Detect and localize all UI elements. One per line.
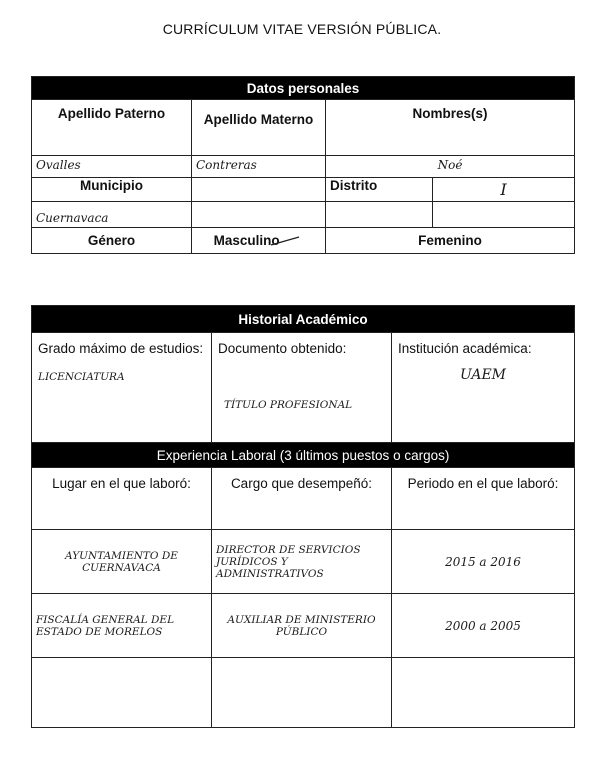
table-row (32, 594, 575, 658)
masculino-label: Masculino (213, 233, 280, 248)
personal-data-header: Datos personales (32, 77, 575, 100)
apellido-paterno-label: Apellido Paterno (32, 100, 192, 156)
empty-cell (433, 202, 575, 228)
academic-history-header: Historial Académico (32, 306, 575, 333)
masculino-option (192, 228, 326, 254)
table-row (32, 530, 575, 594)
experience-header: Experiencia Laboral (3 últimos puestos o cargos) (32, 443, 575, 468)
nombres-label: Nombres(s) (326, 100, 575, 156)
grado-label: Grado máximo de estudios: (38, 341, 204, 356)
grado-value: LICENCIATURA (38, 371, 125, 383)
lugar-value: AYUNTAMIENTO DE CUERNAVACA (32, 530, 212, 594)
documento-cell (212, 333, 392, 443)
grado-cell (32, 333, 212, 443)
table-row (32, 658, 575, 728)
cargo-value: DIRECTOR DE SERVICIOS JURÍDICOS Y ADMINISTRATIVOS (212, 530, 392, 594)
documento-value: TÍTULO PROFESIONAL (224, 399, 353, 411)
institucion-cell (392, 333, 575, 443)
masculino-check-mark (269, 235, 303, 247)
nombres-value: Noé (326, 156, 575, 178)
lugar-value: FISCALÍA GENERAL DEL ESTADO DE MORELOS (32, 594, 212, 658)
documento-label: Documento obtenido: (218, 341, 347, 356)
periodo-value: 2000 a 2005 (392, 594, 575, 658)
academic-history-table (31, 305, 575, 728)
empty-cell (192, 202, 326, 228)
municipio-label: Municipio (32, 178, 192, 202)
distrito-label: Distrito (326, 178, 433, 202)
cargo-value (212, 658, 392, 728)
municipio-blank-cell (192, 178, 326, 202)
empty-cell (326, 202, 433, 228)
periodo-header: Periodo en el que laboró: (392, 468, 575, 530)
cargo-value: AUXILIAR DE MINISTERIO PÚBLICO (212, 594, 392, 658)
distrito-value: I (433, 178, 575, 202)
document-title: CURRÍCULUM VITAE VERSIÓN PÚBLICA. (162, 21, 442, 37)
institucion-value: UAEM (459, 367, 507, 383)
apellido-materno-value: Contreras (192, 156, 326, 178)
periodo-value: 2015 a 2016 (392, 530, 575, 594)
femenino-label: Femenino (326, 228, 575, 254)
apellido-paterno-value: Ovalles (32, 156, 192, 178)
lugar-value (32, 658, 212, 728)
cargo-header: Cargo que desempeñó: (212, 468, 392, 530)
institucion-label: Institución académica: (398, 341, 532, 356)
periodo-value (392, 658, 575, 728)
apellido-materno-label: Apellido Materno (192, 100, 326, 156)
lugar-header: Lugar en el que laboró: (32, 468, 212, 530)
genero-label: Género (32, 228, 192, 254)
personal-data-table (31, 76, 575, 254)
municipio-value: Cuernavaca (32, 202, 192, 228)
